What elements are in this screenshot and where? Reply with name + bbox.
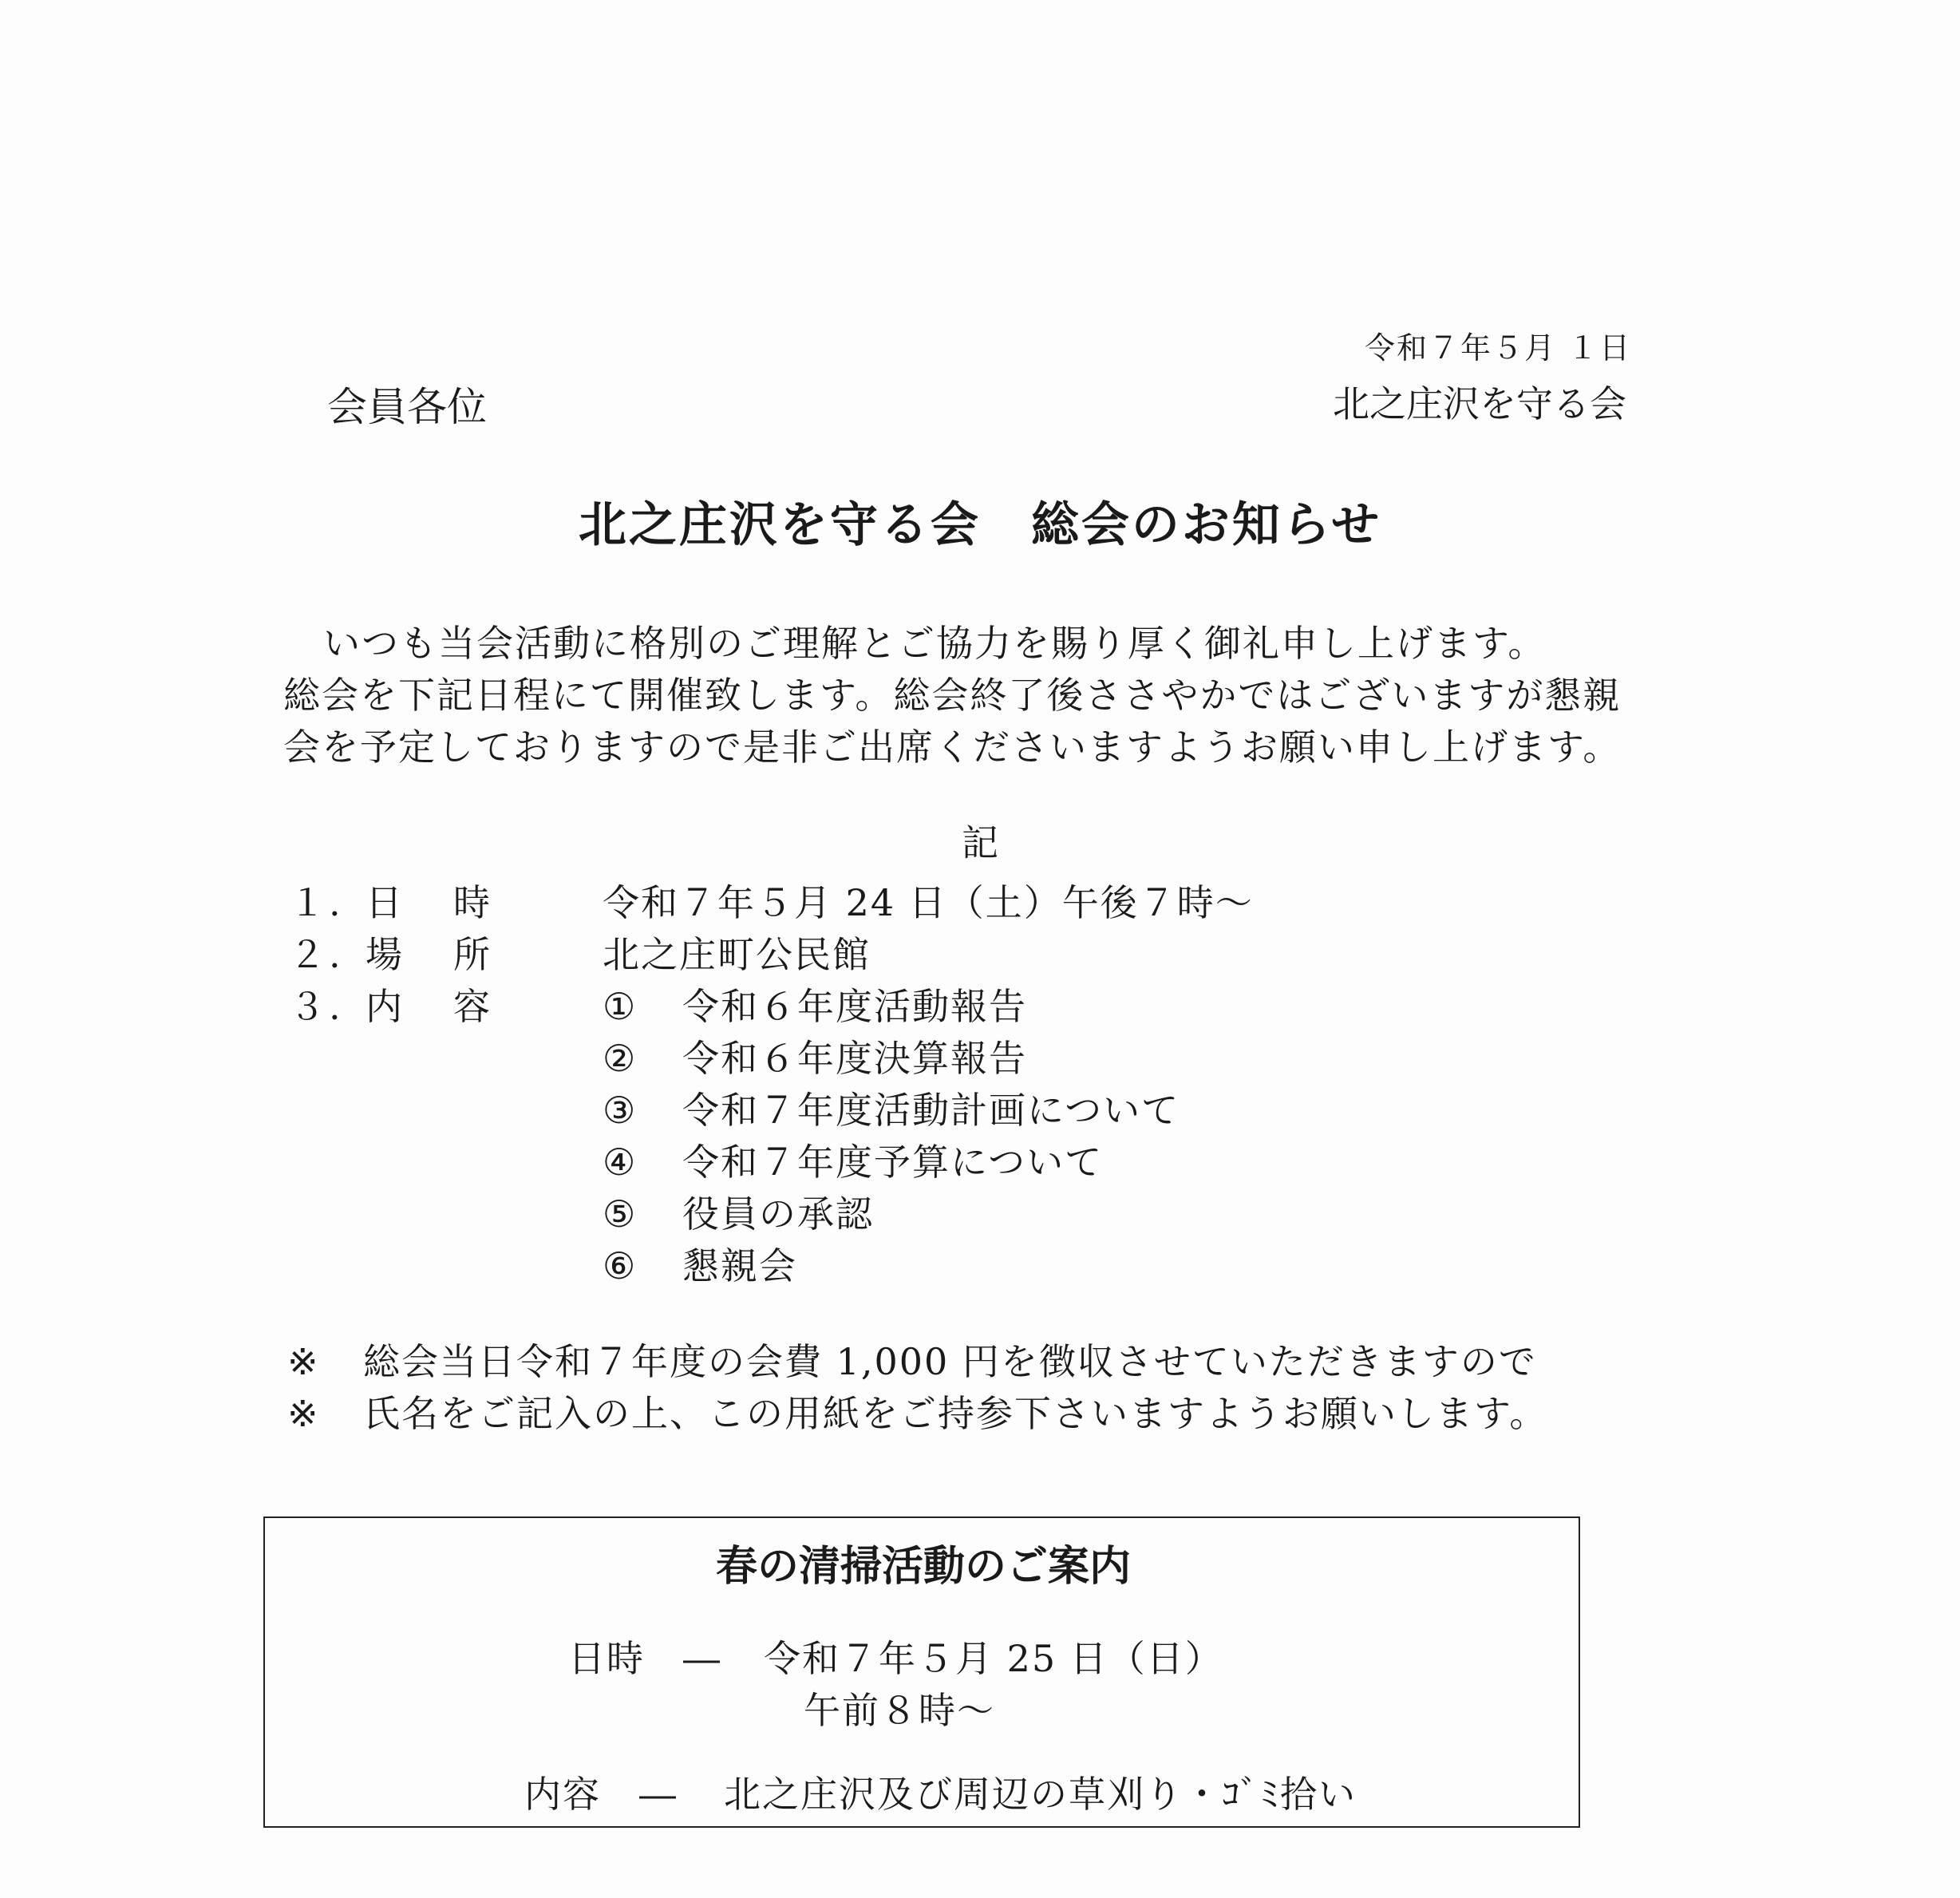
agenda-item: ③ 令和７年度活動計画について	[603, 1089, 1180, 1132]
body-paragraph-line: いつも当会活動に格別のご理解とご協力を賜り厚く御礼申し上げます。	[323, 622, 1547, 665]
cleanup-datetime-label: 日時 ―	[568, 1637, 721, 1680]
note-line: ※ 氏名をご記入の上、この用紙をご持参下さいますようお願いします。	[287, 1392, 1548, 1435]
item-label-place: 場 所	[366, 933, 490, 976]
ki-heading: 記	[962, 821, 998, 864]
organization-name: 北之庄沢を守る会	[1333, 382, 1626, 425]
note-line: ※ 総会当日令和７年度の会費 1,000 円を徴収させていただきますので	[287, 1340, 1537, 1383]
item-label-datetime: 日 時	[366, 881, 490, 924]
body-paragraph-line: 総会を下記日程にて開催致します。総会終了後ささやかではございますが懇親	[283, 674, 1622, 717]
body-paragraph-line: 会を予定しておりますので是非ご出席くださいますようお願い申し上げます。	[283, 726, 1622, 769]
agenda-item: ② 令和６年度決算報告	[603, 1037, 1027, 1080]
item-number: ３.	[289, 985, 344, 1028]
recipient: 会員各位	[327, 384, 487, 430]
item-label-content: 内 容	[366, 985, 490, 1028]
cleanup-content-label: 内容 ―	[524, 1773, 678, 1816]
item-value-place: 北之庄町公民館	[603, 933, 871, 976]
cleanup-title: 春の清掃活動のご案内	[715, 1542, 1131, 1591]
item-value-datetime: 令和７年５月 24 日（土）午後７時～	[603, 881, 1254, 924]
cleanup-content-value: 北之庄沢及び周辺の草刈り・ｺﾞﾐ拾い	[724, 1773, 1357, 1816]
agenda-item: ⑤ 役員の承認	[603, 1192, 874, 1236]
item-number: １.	[289, 881, 344, 924]
cleanup-time-value: 午前８時～	[804, 1689, 995, 1732]
agenda-item: ① 令和６年度活動報告	[603, 985, 1027, 1028]
issue-date: 令和７年５月 １日	[1365, 330, 1632, 366]
cleanup-datetime-value: 令和７年５月 25 日（日）	[764, 1637, 1223, 1680]
item-number: ２.	[289, 933, 344, 976]
document-title: 北之庄沢を守る会 総会のお知らせ	[578, 497, 1382, 553]
cleanup-notice-box	[263, 1516, 1580, 1828]
agenda-item: ⑥ 懇親会	[603, 1244, 797, 1287]
agenda-item: ④ 令和７年度予算について	[603, 1141, 1104, 1184]
